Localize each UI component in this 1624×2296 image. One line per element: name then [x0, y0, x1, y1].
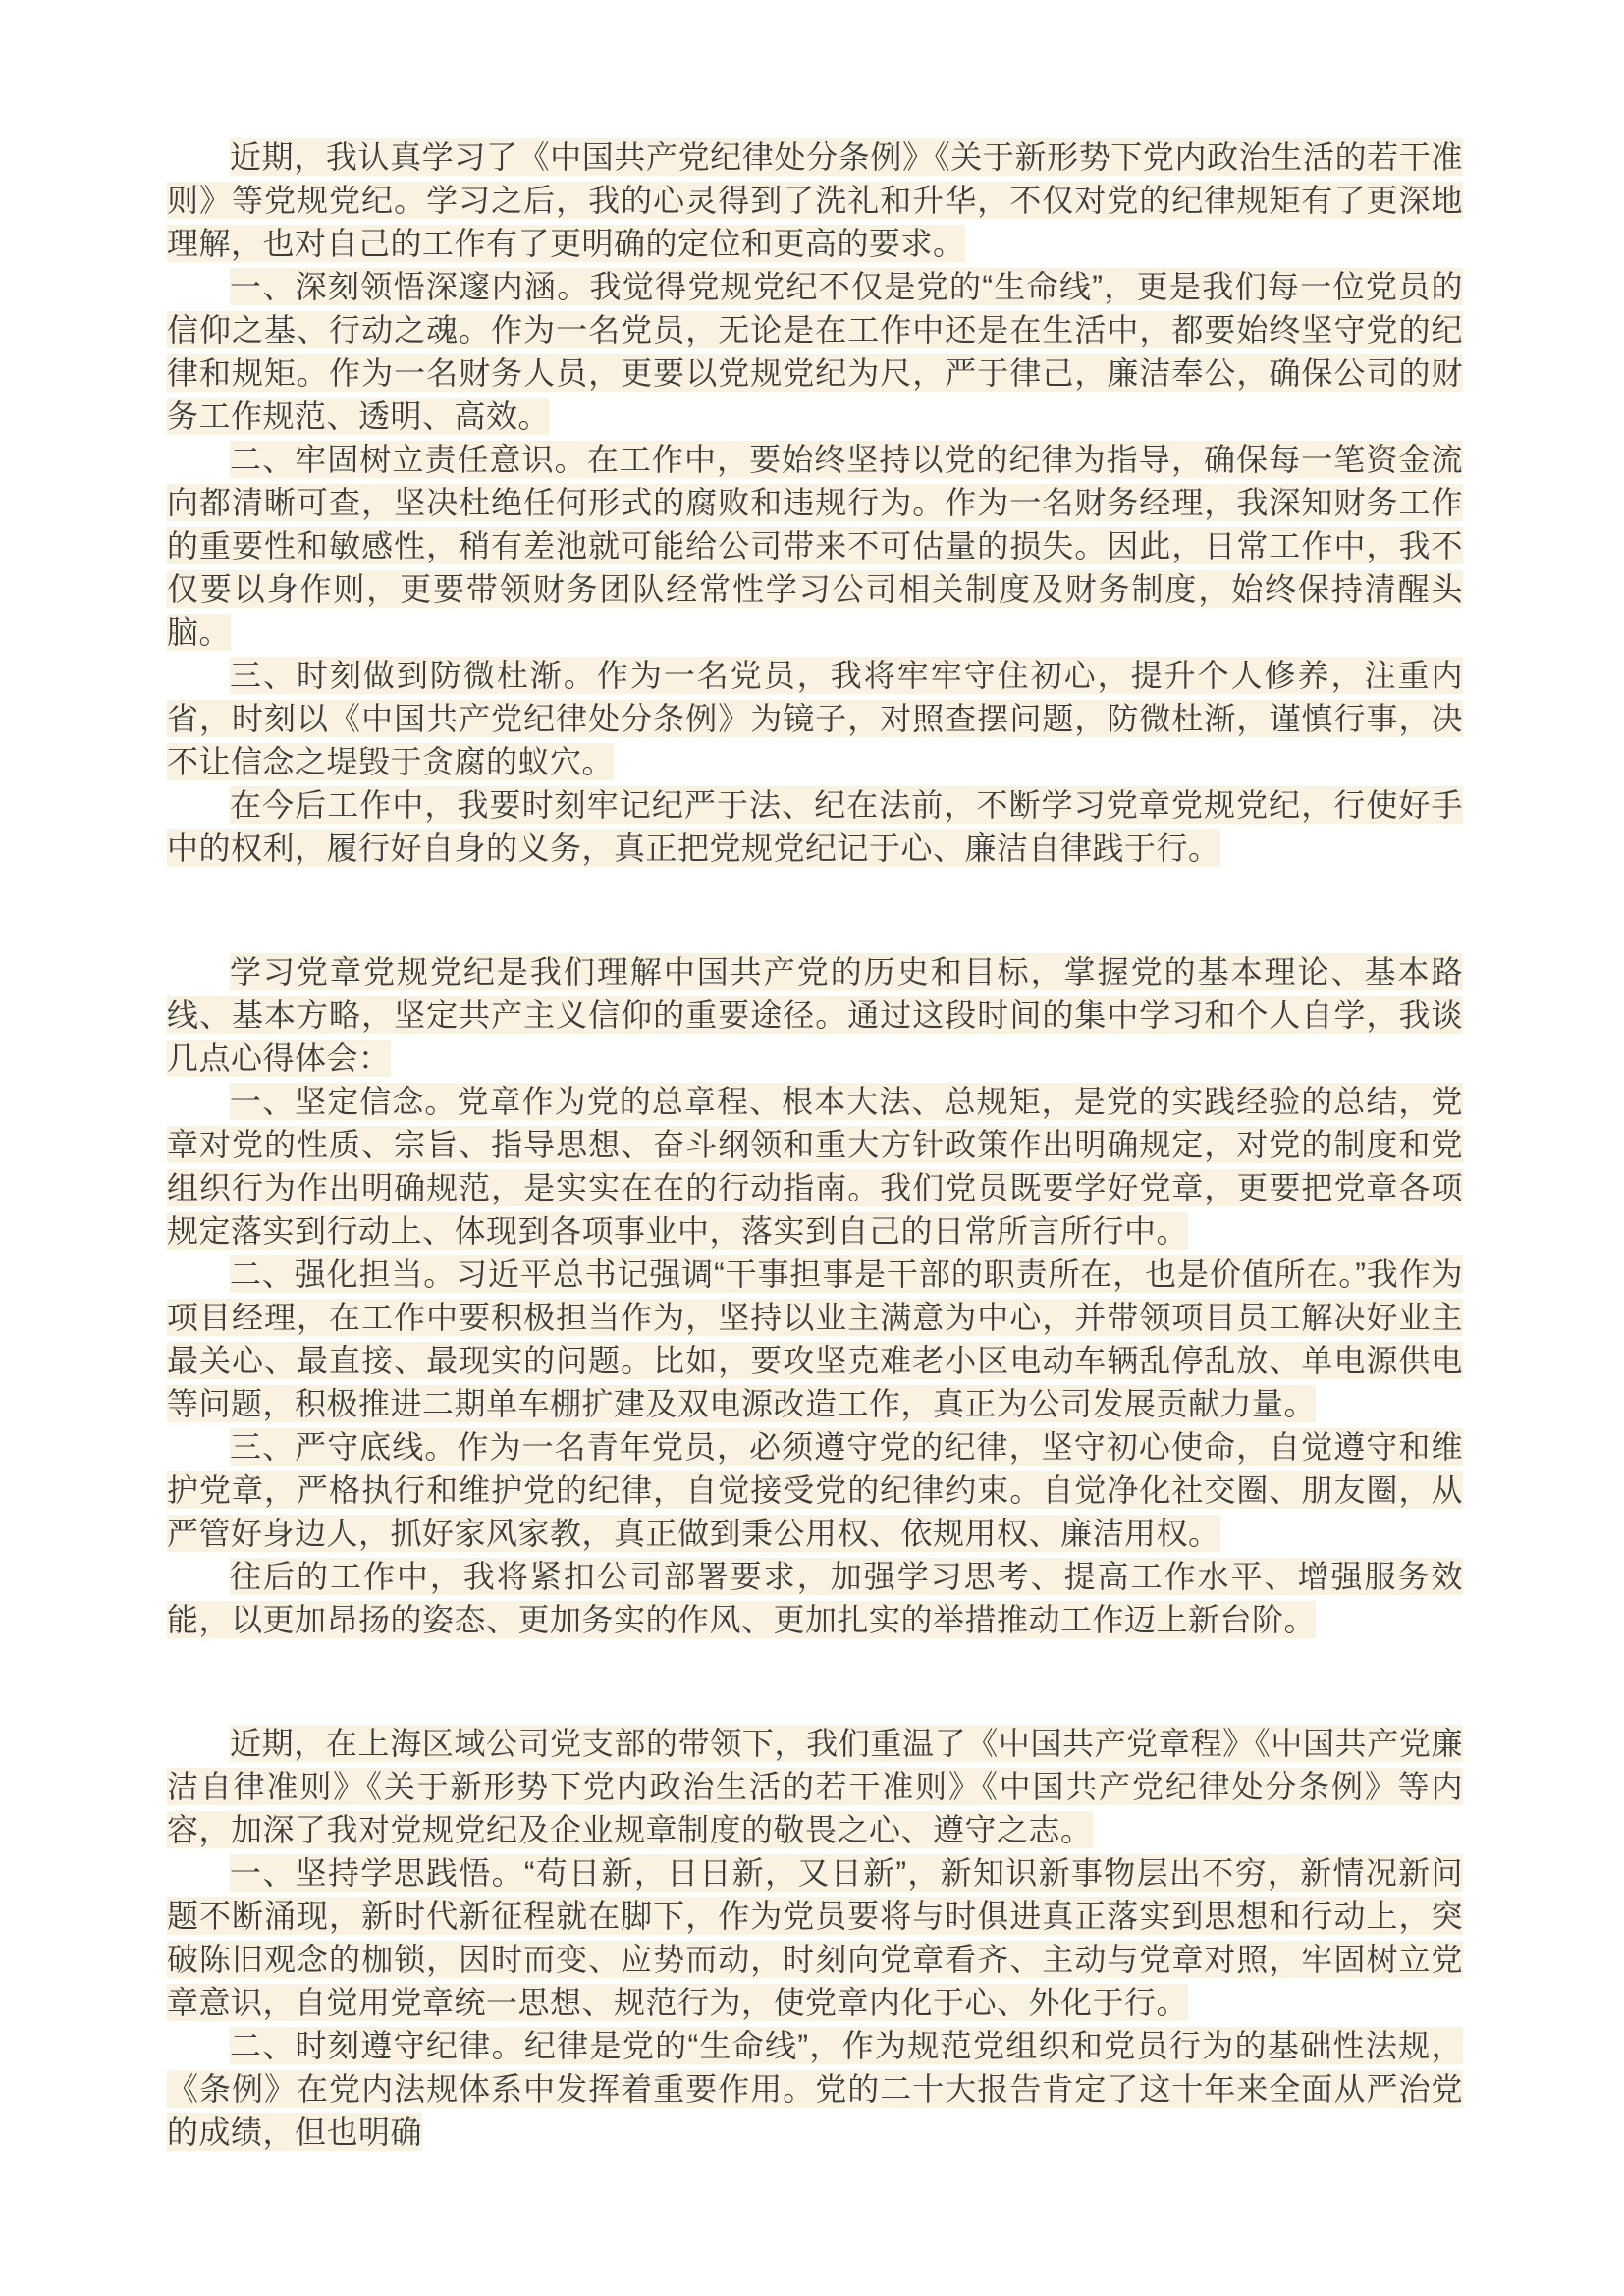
- paragraph: [167, 1722, 1463, 1851]
- paragraph-text: 学习党章党规党纪是我们理解中国共产党的历史和目标，掌握党的基本理论、基本路线、基本方略，坚定共产主义信仰的重要途径。通过这段时间的集中学习和个人自学，我谈几点心得体会：: [167, 954, 1463, 1076]
- paragraph: [167, 1253, 1463, 1425]
- paragraph-text: 三、严守底线。作为一名青年党员，必须遵守党的纪律，坚守初心使命，自觉遵守和维护党章，严格执行和维护党的纪律，自觉接受党的纪律约束。自觉净化社交圈、朋友圈，从严管好身边人，抓好家风家教，真正做到秉公用权、依规用权、廉洁用权。: [167, 1429, 1463, 1551]
- document-section-3: [167, 1722, 1463, 2154]
- paragraph: [167, 1851, 1463, 2024]
- paragraph: [167, 2024, 1463, 2154]
- paragraph-text: 往后的工作中，我将紧扣公司部署要求，加强学习思考、提高工作水平、增强服务效能，以更加昂扬的姿态、更加务实的作风、更加扎实的举措推动工作迈上新台阶。: [167, 1559, 1463, 1637]
- paragraph-text: 近期，在上海区域公司党支部的带领下，我们重温了《中国共产党章程》《中国共产党廉洁自律准则》《关于新形势下党内政治生活的若干准则》《中国共产党纪律处分条例》等内容，加深了我对党规党纪及企业规章制度的敬畏之心、遵守之志。: [167, 1726, 1463, 1847]
- paragraph: [167, 135, 1463, 265]
- paragraph-text: 近期，我认真学习了《中国共产党纪律处分条例》《关于新形势下党内政治生活的若干准则》等党规党纪。学习之后，我的心灵得到了洗礼和升华，不仅对党的纪律规矩有了更深地理解，也对自己的工作有了更明确的定位和更高的要求。: [167, 139, 1463, 261]
- paragraph-text: 在今后工作中，我要时刻牢记纪严于法、纪在法前，不断学习党章党规党纪，行使好手中的权利，履行好自身的义务，真正把党规党纪记于心、廉洁自律践于行。: [167, 787, 1463, 866]
- paragraph: [167, 1080, 1463, 1253]
- paragraph-text: 二、强化担当。习近平总书记强调“干事担事是干部的职责所在，也是价值所在。”我作为项目经理，在工作中要积极担当作为，坚持以业主满意为中心，并带领项目员工解决好业主最关心、最直接、最现实的问题。比如，要攻坚克难老小区电动车辆乱停乱放、单电源供电等问题，积极推进二期单车棚扩建及双电源改造工作，真正为公司发展贡献力量。: [167, 1256, 1463, 1421]
- paragraph-text: 一、坚持学思践悟。“苟日新，日日新，又日新”，新知识新事物层出不穷，新情况新问题不断涌现，新时代新征程就在脚下，作为党员要将与时俱进真正落实到思想和行动上，突破陈旧观念的枷锁，因时而变、应势而动，时刻向党章看齐、主动与党章对照，牢固树立党章意识，自觉用党章统一思想、规范行为，使党章内化于心、外化于行。: [167, 1855, 1463, 2020]
- document-section-1: [167, 135, 1463, 870]
- paragraph-text: 一、坚定信念。党章作为党的总章程、根本大法、总规矩，是党的实践经验的总结，党章对党的性质、宗旨、指导思想、奋斗纲领和重大方针政策作出明确规定，对党的制度和党组织行为作出明确规范，是实实在在的行动指南。我们党员既要学好党章，更要把党章各项规定落实到行动上、体现到各项事业中，落实到自己的日常所言所行中。: [167, 1084, 1463, 1249]
- paragraph: [167, 950, 1463, 1080]
- paragraph: [167, 1555, 1463, 1641]
- paragraph: [167, 783, 1463, 870]
- paragraph: [167, 438, 1463, 654]
- paragraph: [167, 1425, 1463, 1555]
- paragraph: [167, 654, 1463, 783]
- document-section-2: [167, 950, 1463, 1641]
- paragraph-text: 一、深刻领悟深邃内涵。我觉得党规党纪不仅是党的“生命线”，更是我们每一位党员的信仰之基、行动之魂。作为一名党员，无论是在工作中还是在生活中，都要始终坚守党的纪律和规矩。作为一名财务人员，更要以党规党纪为尺，严于律己，廉洁奉公，确保公司的财务工作规范、透明、高效。: [167, 269, 1463, 434]
- paragraph-text: 二、牢固树立责任意识。在工作中，要始终坚持以党的纪律为指导，确保每一笔资金流向都清晰可查，坚决杜绝任何形式的腐败和违规行为。作为一名财务经理，我深知财务工作的重要性和敏感性，稍有差池就可能给公司带来不可估量的损失。因此，日常工作中，我不仅要以身作则，更要带领财务团队经常性学习公司相关制度及财务制度，始终保持清醒头脑。: [167, 442, 1463, 650]
- paragraph: [167, 265, 1463, 438]
- paragraph-text: 二、时刻遵守纪律。纪律是党的“生命线”，作为规范党组织和党员行为的基础性法规，《条例》在党内法规体系中发挥着重要作用。党的二十大报告肯定了这十年来全面从严治党的成绩，但也明确: [167, 2028, 1463, 2150]
- paragraph-text: 三、时刻做到防微杜渐。作为一名党员，我将牢牢守住初心，提升个人修养，注重内省，时刻以《中国共产党纪律处分条例》为镜子，对照查摆问题，防微杜渐，谨慎行事，决不让信念之堤毁于贪腐的蚁穴。: [167, 658, 1463, 779]
